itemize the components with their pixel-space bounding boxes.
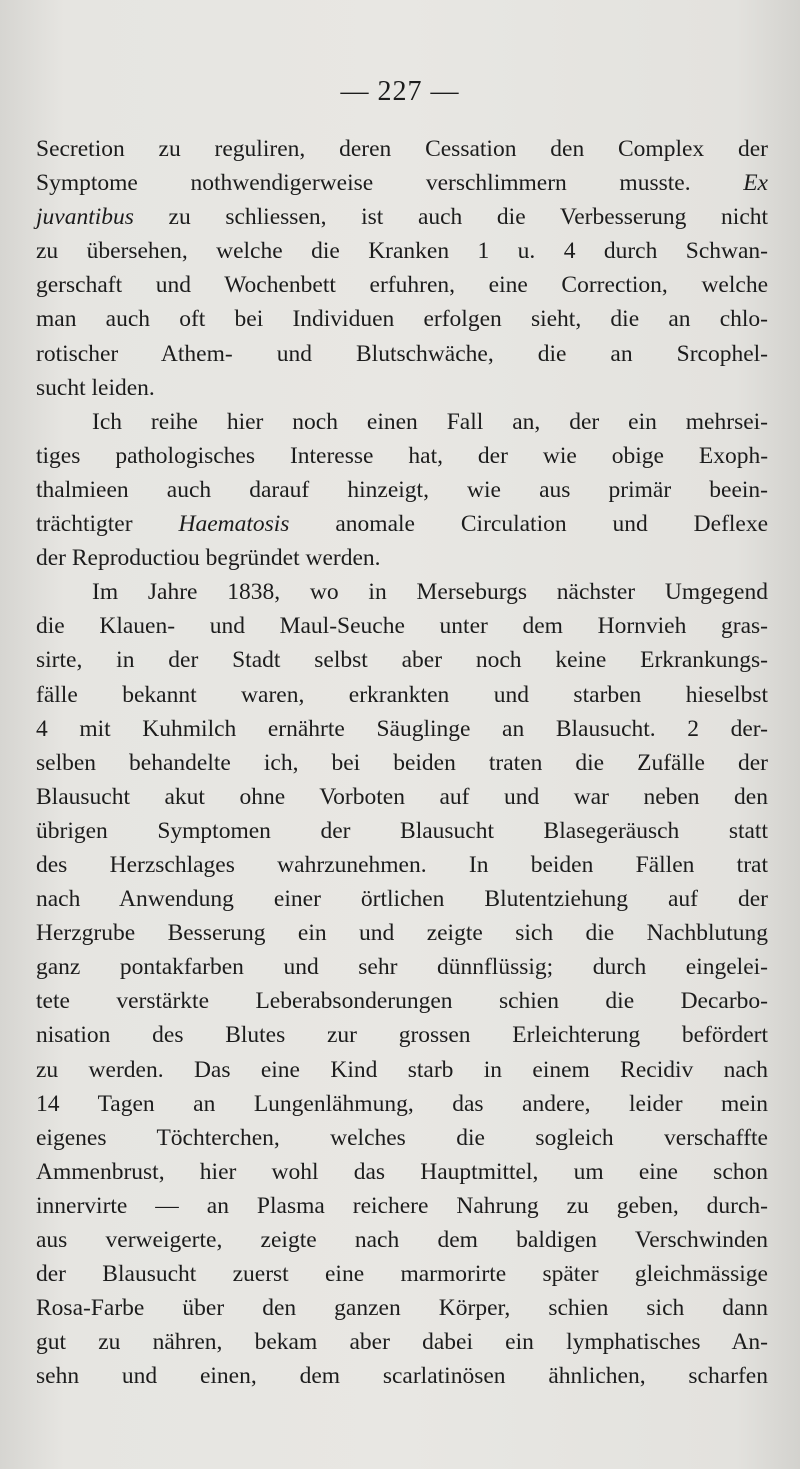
paragraph-2	[36, 405, 768, 575]
text-line: aus verweigerte, zeigte nach dem baldigen Verschwinden	[36, 1227, 768, 1253]
text-line: juvantibus zu schliessen, ist auch die Verbesserung nicht	[36, 204, 769, 231]
text-line: nach Anwendung einer örtlichen Blutentziehung auf der	[36, 886, 768, 913]
text-line: Ich reihe hier noch einen Fall an, der ein mehrsei-	[92, 408, 768, 435]
text-line: sucht leiden.	[36, 374, 155, 401]
text-line: übrigen Symptomen der Blausucht Blasegeräusch statt	[36, 817, 768, 844]
text-line: Symptome nothwendigerweise verschlimmern musste. Ex	[36, 170, 768, 197]
text-line: gerschaft und Wochenbett erfuhren, eine Correction, welche	[36, 272, 768, 299]
text-line: ganz pontakfarben und sehr dünnflüssig; durch eingelei-	[36, 954, 768, 981]
body-text	[36, 132, 768, 1393]
text-line: der Reproductiou begründet werden.	[36, 545, 381, 572]
text-line: trächtigter Haematosis anomale Circulation und Deflexe	[36, 511, 769, 538]
text-line: die Klauen- und Maul-Seuche unter dem Hornvieh gras-	[36, 613, 768, 640]
text-line: rotischer Athem- und Blutschwäche, die an Srcophel-	[36, 340, 768, 367]
text-line: nisation des Blutes zur grossen Erleichterung befördert	[36, 1022, 768, 1049]
page-number: — 227 —	[340, 76, 460, 107]
text-line: Herzgrube Besserung ein und zeigte sich die Nachblutung	[36, 920, 768, 947]
text-line: gut zu nähren, bekam aber dabei ein lymphatisches An-	[36, 1329, 768, 1356]
text-line: sehn und einen, dem scarlatinösen ähnlichen, scharfen	[36, 1363, 768, 1390]
text-line: selben behandelte ich, bei beiden traten die Zufälle der	[36, 749, 768, 776]
paragraph-1	[36, 132, 768, 405]
text-line: sirte, in der Stadt selbst aber noch keine Erkrankungs-	[36, 647, 768, 674]
text-line: 14 Tagen an Lungenlähmung, das andere, leider mein	[36, 1090, 768, 1117]
text-line: innervirte — an Plasma reichere Nahrung zu geben, durch-	[36, 1192, 768, 1219]
text-line: Rosa-Farbe über den ganzen Körper, schien sich dann	[36, 1295, 768, 1322]
text-line: tiges pathologisches Interesse hat, der wie obige Exoph-	[36, 442, 769, 469]
text-line: der Blausucht zuerst eine marmorirte später gleichmässige	[36, 1261, 768, 1288]
paragraph-3	[36, 575, 768, 1393]
text-line: fälle bekannt waren, erkrankten und starben hieselbst	[36, 681, 768, 708]
text-line: Im Jahre 1838, wo in Merseburgs nächster Umgegend	[92, 579, 768, 606]
text-line: zu werden. Das eine Kind starb in einem Recidiv nach	[36, 1056, 768, 1083]
text-line: Blausucht akut ohne Vorboten auf und war neben den	[36, 783, 768, 810]
text-line: tete verstärkte Leberabsonderungen schien die Decarbo-	[36, 988, 768, 1015]
text-line: des Herzschlages wahrzunehmen. In beiden Fällen trat	[36, 851, 768, 878]
text-line: eigenes Töchterchen, welches die sogleich verschaffte	[36, 1124, 768, 1151]
text-line: zu übersehen, welche die Kranken 1 u. 4 durch Schwan-	[36, 238, 768, 265]
text-line: 4 mit Kuhmilch ernährte Säuglinge an Blausucht. 2 der-	[36, 715, 768, 742]
text-line: Ammenbrust, hier wohl das Hauptmittel, um eine schon	[36, 1158, 768, 1185]
text-line: thalmieen auch darauf hinzeigt, wie aus primär beein-	[36, 476, 768, 503]
text-line: man auch oft bei Individuen erfolgen sieht, die an chlo-	[36, 306, 768, 333]
text-line: Secretion zu reguliren, deren Cessation den Complex der	[36, 136, 768, 162]
